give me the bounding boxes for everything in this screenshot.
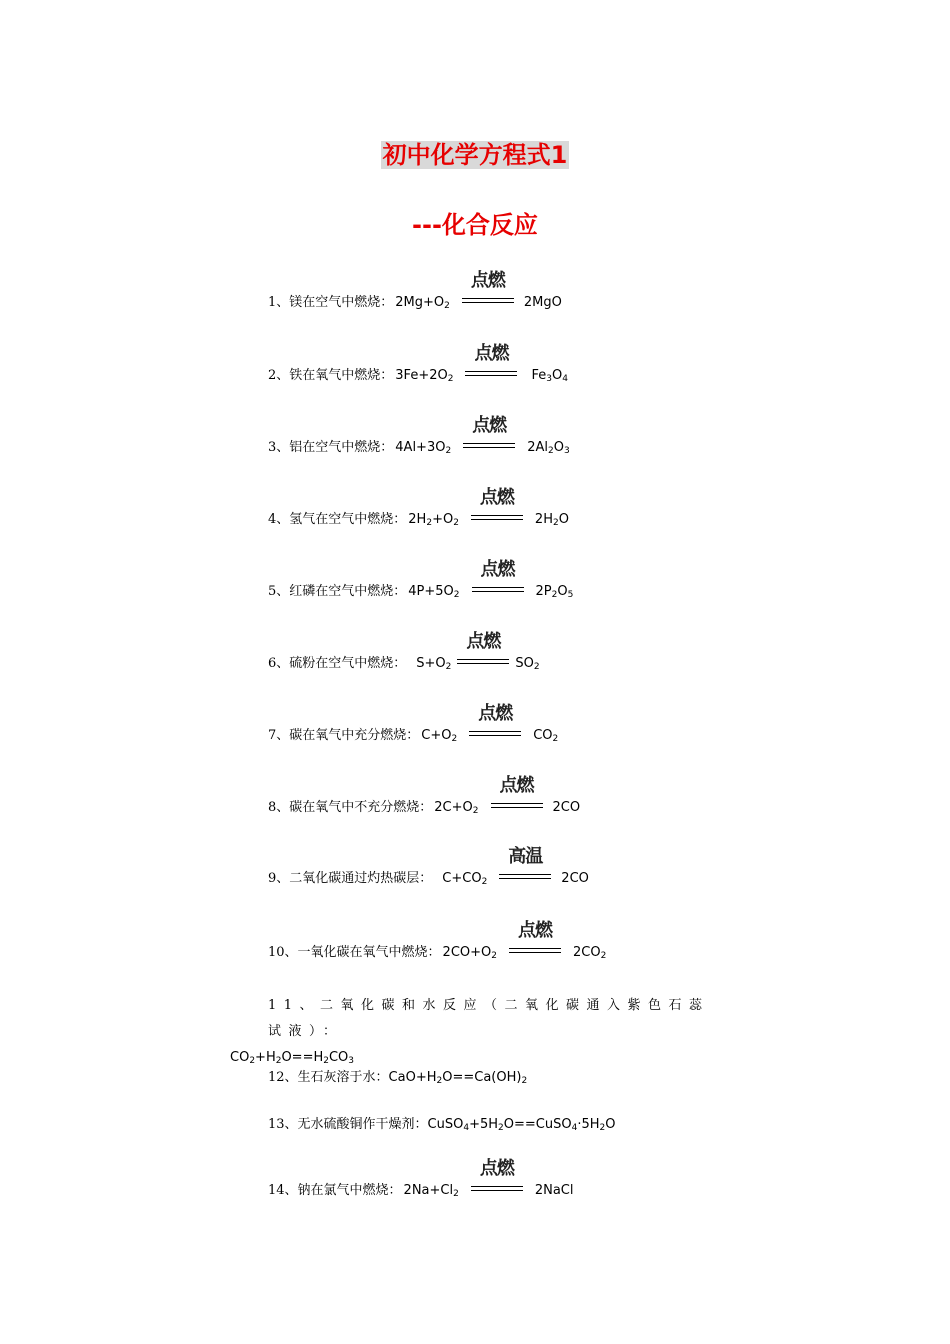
condition-ignite: 点燃 xyxy=(471,507,523,523)
products: $2CO_2$ xyxy=(573,945,607,961)
products: $2P_2O_5$ xyxy=(535,584,574,600)
equation-row xyxy=(268,703,559,744)
reactants: $C+CO_2$ xyxy=(442,871,488,887)
products: 2CO xyxy=(561,871,589,886)
equation-paragraph xyxy=(230,993,710,1074)
condition-ignite: 点燃 xyxy=(465,363,517,379)
condition-ignite: 点燃 xyxy=(472,579,524,595)
reactants: $2Na+Cl_2$ xyxy=(403,1183,459,1199)
condition-ignite: 点燃 xyxy=(462,290,514,306)
equation-label: 5、红磷在空气中燃烧： xyxy=(268,584,407,599)
equation-row xyxy=(268,487,569,528)
products: 2MgO xyxy=(523,295,562,310)
equation-label: 7、碳在氧气中充分燃烧： xyxy=(268,728,420,743)
page-subtitle: ---化合反应 xyxy=(412,211,538,239)
condition-ignite: 点燃 xyxy=(491,795,543,811)
reactants: $2CO+O_2$ xyxy=(442,945,497,961)
equation-label: 9、二氧化碳通过灼热碳层： xyxy=(268,871,433,886)
products: $2H_2O$ xyxy=(534,512,569,528)
equation-formula: $CuSO_4+5H_2O==CuSO_4\cdot 5H_2O$ xyxy=(427,1117,616,1133)
equation-row xyxy=(268,559,574,600)
equation-row xyxy=(268,631,540,672)
reactants: $2H_2+O_2$ xyxy=(408,512,459,528)
equation-label: 14、钠在氯气中燃烧： xyxy=(268,1183,402,1198)
condition-ignite: 点燃 xyxy=(457,651,509,667)
products: $2Al_2O_3$ xyxy=(527,440,570,456)
condition-ignite: 点燃 xyxy=(471,1178,523,1194)
equation-row xyxy=(268,775,581,816)
reactants: $C+O_2$ xyxy=(421,728,458,744)
reactants: $4Al+3O_2$ xyxy=(395,440,452,456)
products: 2NaCl xyxy=(534,1183,574,1198)
condition-high-temp: 高温 xyxy=(499,866,551,882)
equation-row xyxy=(268,415,570,456)
equation-formula: $CO_2+H_2O==H_2CO_3$ xyxy=(230,1050,355,1066)
reactants: $4P+5O_2$ xyxy=(408,584,460,600)
equation-label: 6、硫粉在空气中燃烧： xyxy=(268,656,407,671)
reactants: $3Fe+2O_2$ xyxy=(395,368,454,384)
page-title: 初中化学方程式1 xyxy=(382,141,568,169)
condition-ignite: 点燃 xyxy=(469,723,521,739)
equation-row xyxy=(268,846,589,887)
equation-row xyxy=(268,1158,574,1199)
reactants: $S+O_2$ xyxy=(416,656,452,672)
equation-label: 12、生石灰溶于水： xyxy=(268,1070,389,1085)
equation-label: 11、二氧化碳和水反应（二氧化碳通入紫色石蕊试液）： xyxy=(268,998,710,1039)
equation-label: 10、一氧化碳在氧气中燃烧： xyxy=(268,945,441,960)
equation-label: 13、无水硫酸铜作干燥剂： xyxy=(268,1117,428,1132)
equation-label: 8、碳在氧气中不充分燃烧： xyxy=(268,800,433,815)
equation-row xyxy=(268,920,607,961)
equation-label: 4、氢气在空气中燃烧： xyxy=(268,512,407,527)
products: $SO_2$ xyxy=(515,656,540,672)
products: 2CO xyxy=(552,800,581,815)
equation-label: 2、铁在氧气中燃烧： xyxy=(268,368,394,383)
condition-ignite: 点燃 xyxy=(509,940,561,956)
equation-row xyxy=(268,343,568,384)
condition-ignite: 点燃 xyxy=(463,435,515,451)
equation-formula: $CaO+H_2O==Ca(OH)_2$ xyxy=(388,1070,528,1086)
products: $Fe_3O_4$ xyxy=(531,368,568,384)
equation-row xyxy=(268,270,562,311)
equation-label: 3、铝在空气中燃烧： xyxy=(268,440,394,455)
reactants: $2C+O_2$ xyxy=(434,800,479,816)
reactants: $2Mg+O_2$ xyxy=(395,295,450,311)
equation-row xyxy=(268,1113,616,1133)
equation-row xyxy=(268,1066,527,1086)
products: $CO_2$ xyxy=(533,728,559,744)
equation-label: 1、镁在空气中燃烧： xyxy=(268,295,394,310)
